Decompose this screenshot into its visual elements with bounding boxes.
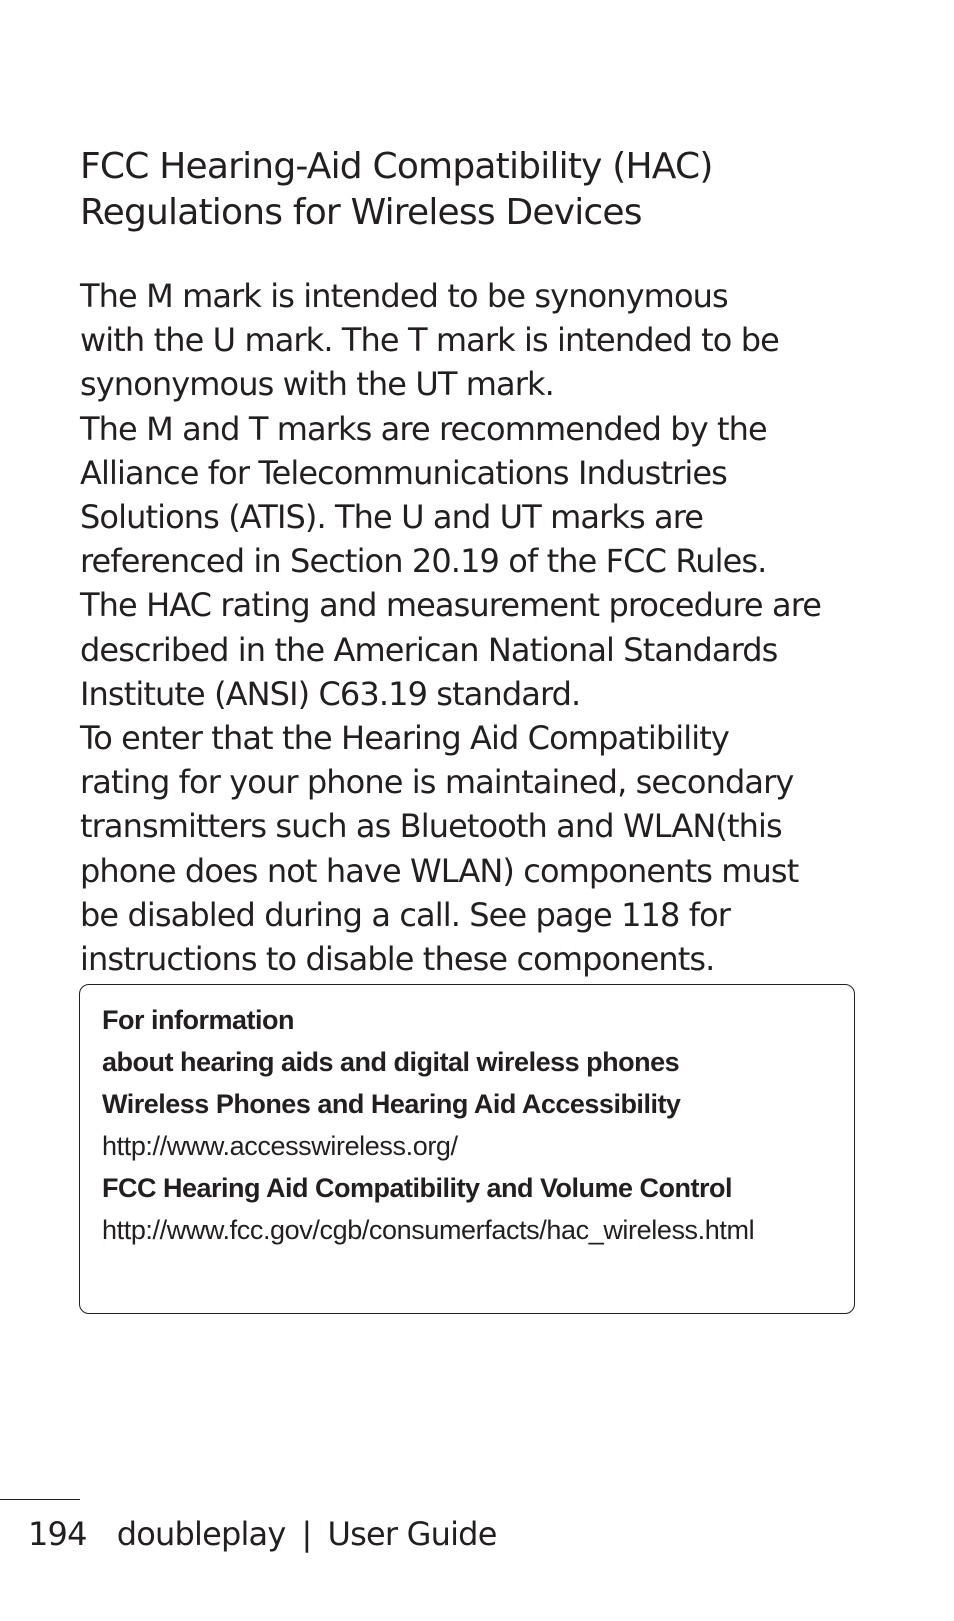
paragraph-secondary-transmitters: To enter that the Hearing Aid Compatibility rating for your phone is maintained, secondary transmitters such as Bluetooth and WLAN(this phone does not have WLAN) components must be disabled during a call. See page 118 for instructions to disable these components.: [80, 719, 799, 979]
paragraph-atis: The M and T marks are recommended by the Alliance for Telecommunications Industries Solutions (ATIS). The U and UT marks are referenced in Section 20.19 of the FCC Rules.: [80, 409, 767, 581]
footer-rule: [0, 1499, 80, 1500]
page-number: 194: [28, 1515, 87, 1553]
footer-guide-title: User Guide: [327, 1515, 497, 1553]
resource-title-accesswireless: Wireless Phones and Hearing Aid Accessibility: [102, 1089, 681, 1119]
info-intro-line-1: For information: [102, 1005, 294, 1035]
paragraph-ansi: The HAC rating and measurement procedure are described in the American National Standards Institute (ANSI) C63.19 standard.: [80, 586, 822, 713]
info-box: [79, 984, 855, 1314]
body-text: [80, 274, 900, 981]
info-intro-line-2: about hearing aids and digital wireless phones: [102, 1047, 680, 1077]
resource-title-fcc-hac: FCC Hearing Aid Compatibility and Volume Control: [102, 1173, 733, 1203]
footer: [28, 1514, 497, 1554]
page-title-line-1: FCC Hearing-Aid Compatibility (HAC): [80, 146, 713, 187]
link-fcc-hac[interactable]: http://www.fcc.gov/cgb/consumerfacts/hac_wireless.html: [102, 1215, 755, 1245]
footer-product-name: doubleplay: [116, 1515, 286, 1553]
link-accesswireless[interactable]: http://www.accesswireless.org/: [102, 1131, 458, 1161]
page-title-line-2: Regulations for Wireless Devices: [80, 192, 642, 233]
paragraph-m-mark: The M mark is intended to be synonymous with the U mark. The T mark is intended to be synonymous with the UT mark.: [80, 277, 779, 404]
footer-separator: |: [301, 1515, 312, 1553]
page-title: [80, 144, 900, 236]
